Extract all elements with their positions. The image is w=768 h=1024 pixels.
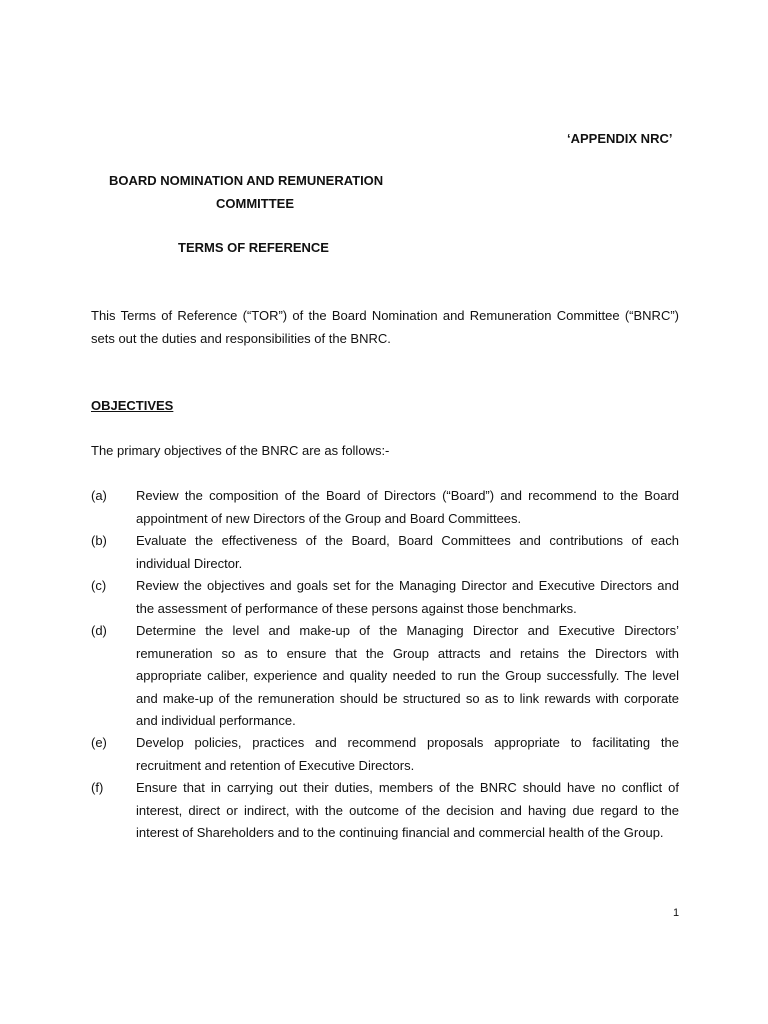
objective-item-b <box>91 530 679 575</box>
page-number: 1 <box>673 907 680 919</box>
objective-marker: (d) <box>91 623 107 638</box>
objectives-lead: The primary objectives of the BNRC are as follows:- <box>91 443 390 458</box>
objective-marker: (a) <box>91 488 107 503</box>
objective-item-a <box>91 485 679 530</box>
title-line-1: BOARD NOMINATION AND REMUNERATION <box>109 173 384 188</box>
objective-text: Ensure that in carrying out their duties, members of the BNRC should have no conflict of interest, direct or indirect, with the outcome of the decision and having due regard to the interest of Shareholders and to the continuing financial and commercial health of the Group. <box>136 780 679 840</box>
appendix-label: ‘APPENDIX NRC’ <box>567 131 673 146</box>
title-line-2: COMMITTEE <box>216 196 294 211</box>
objective-item-c <box>91 575 679 620</box>
section-heading-objectives: OBJECTIVES <box>91 398 174 413</box>
objective-item-e <box>91 732 679 777</box>
objective-item-d <box>91 620 679 733</box>
intro-paragraph: This Terms of Reference (“TOR”) of the Board Nomination and Remuneration Committee (“BNRC”) sets out the duties and responsibilities of the BNRC. <box>91 308 679 346</box>
objective-marker: (f) <box>91 780 104 795</box>
objective-marker: (e) <box>91 735 107 750</box>
objective-marker: (c) <box>91 578 107 593</box>
objective-text: Review the objectives and goals set for the Managing Director and Executive Directors and the assessment of performance of these persons against those benchmarks. <box>136 578 679 616</box>
title-line-3: TERMS OF REFERENCE <box>178 240 329 255</box>
objective-text: Determine the level and make-up of the Managing Director and Executive Directors’ remuneration so as to ensure that the Group attracts and retains the Directors with appropriate caliber, experience and quality needed to run the Group successfully. The level and make-up of the remuneration should be structured so as to link rewards with corporate and individual performance. <box>136 623 679 728</box>
objective-item-f <box>91 777 679 845</box>
objective-text: Develop policies, practices and recommend proposals appropriate to facilitating the recruitment and retention of Executive Directors. <box>136 735 679 773</box>
objective-text: Review the composition of the Board of Directors (“Board”) and recommend to the Board appointment of new Directors of the Group and Board Committees. <box>136 488 679 526</box>
objective-text: Evaluate the effectiveness of the Board, Board Committees and contributions of each individual Director. <box>136 533 679 571</box>
objective-marker: (b) <box>91 533 107 548</box>
